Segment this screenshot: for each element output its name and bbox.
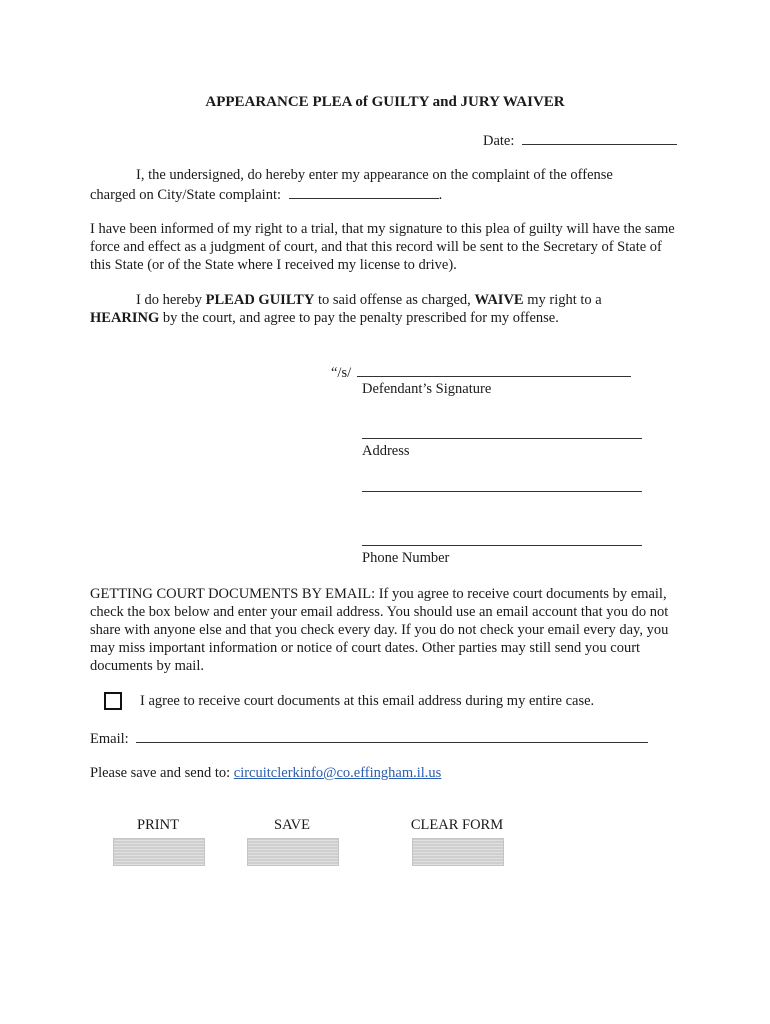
phone-label: Phone Number [362, 550, 450, 566]
date-field[interactable] [522, 130, 677, 145]
signature-prefix: “/s/ [331, 365, 352, 381]
signature-row [331, 362, 631, 382]
complaint-field[interactable] [289, 184, 439, 199]
phone-line[interactable] [362, 545, 642, 546]
email-consent-checkbox[interactable] [104, 692, 122, 710]
date-label: Date: [483, 133, 515, 149]
plea-paragraph-line1: I do hereby PLEAD GUILTY to said offense as charged, WAIVE my right to a [136, 292, 602, 308]
clerk-email-link[interactable]: circuitclerkinfo@co.effingham.il.us [233, 765, 442, 781]
address-line-1[interactable] [362, 438, 642, 439]
email-label: Email: [90, 731, 129, 747]
appearance-paragraph-line2: charged on City/State complaint: . [90, 184, 442, 204]
email-field[interactable] [136, 728, 648, 743]
appearance-paragraph-line1: I, the undersigned, do hereby enter my appearance on the complaint of the offense [136, 167, 613, 183]
hearing-text: HEARING [90, 310, 160, 326]
signature-label: Defendant’s Signature [362, 381, 492, 397]
clear-form-button[interactable] [412, 838, 504, 866]
save-label: SAVE [274, 817, 310, 833]
email-row [90, 728, 648, 748]
email-notice-paragraph: GETTING COURT DOCUMENTS BY EMAIL: If you agree to receive court documents by email, check the box below and enter your email address. You should use an email account that you do not share with anyone else and that you check every day. If you do not check your email every day, you may miss important information or notice of court dates. Other parties may still send you court documents by mail. [90, 586, 669, 674]
plea-paragraph-line2: HEARING by the court, and agree to pay the penalty prescribed for my offense. [90, 310, 559, 326]
send-to-row [90, 764, 441, 782]
clear-form-label: CLEAR FORM [410, 817, 504, 833]
checkbox-label: I agree to receive court documents at this email address during my entire case. [140, 693, 595, 709]
trial-rights-paragraph: I have been informed of my right to a trial, that my signature to this plea of guilty will have the same force and effect as a judgment of court, and that this record will be sent to the Secretary of State of this State (or of the State where I received my license to drive). [90, 221, 675, 273]
address-line-2[interactable] [362, 491, 642, 492]
send-to-label: Please save and send to: [90, 765, 231, 781]
print-button[interactable] [113, 838, 205, 866]
waive-text: WAIVE [474, 292, 524, 308]
address-label: Address [362, 443, 410, 459]
signature-field[interactable] [357, 362, 631, 377]
save-button[interactable] [247, 838, 339, 866]
plead-guilty-text: PLEAD GUILTY [205, 292, 315, 308]
print-label: PRINT [137, 817, 179, 833]
date-row [483, 130, 677, 150]
form-title: APPEARANCE PLEA of GUILTY and JURY WAIVER [205, 94, 565, 110]
